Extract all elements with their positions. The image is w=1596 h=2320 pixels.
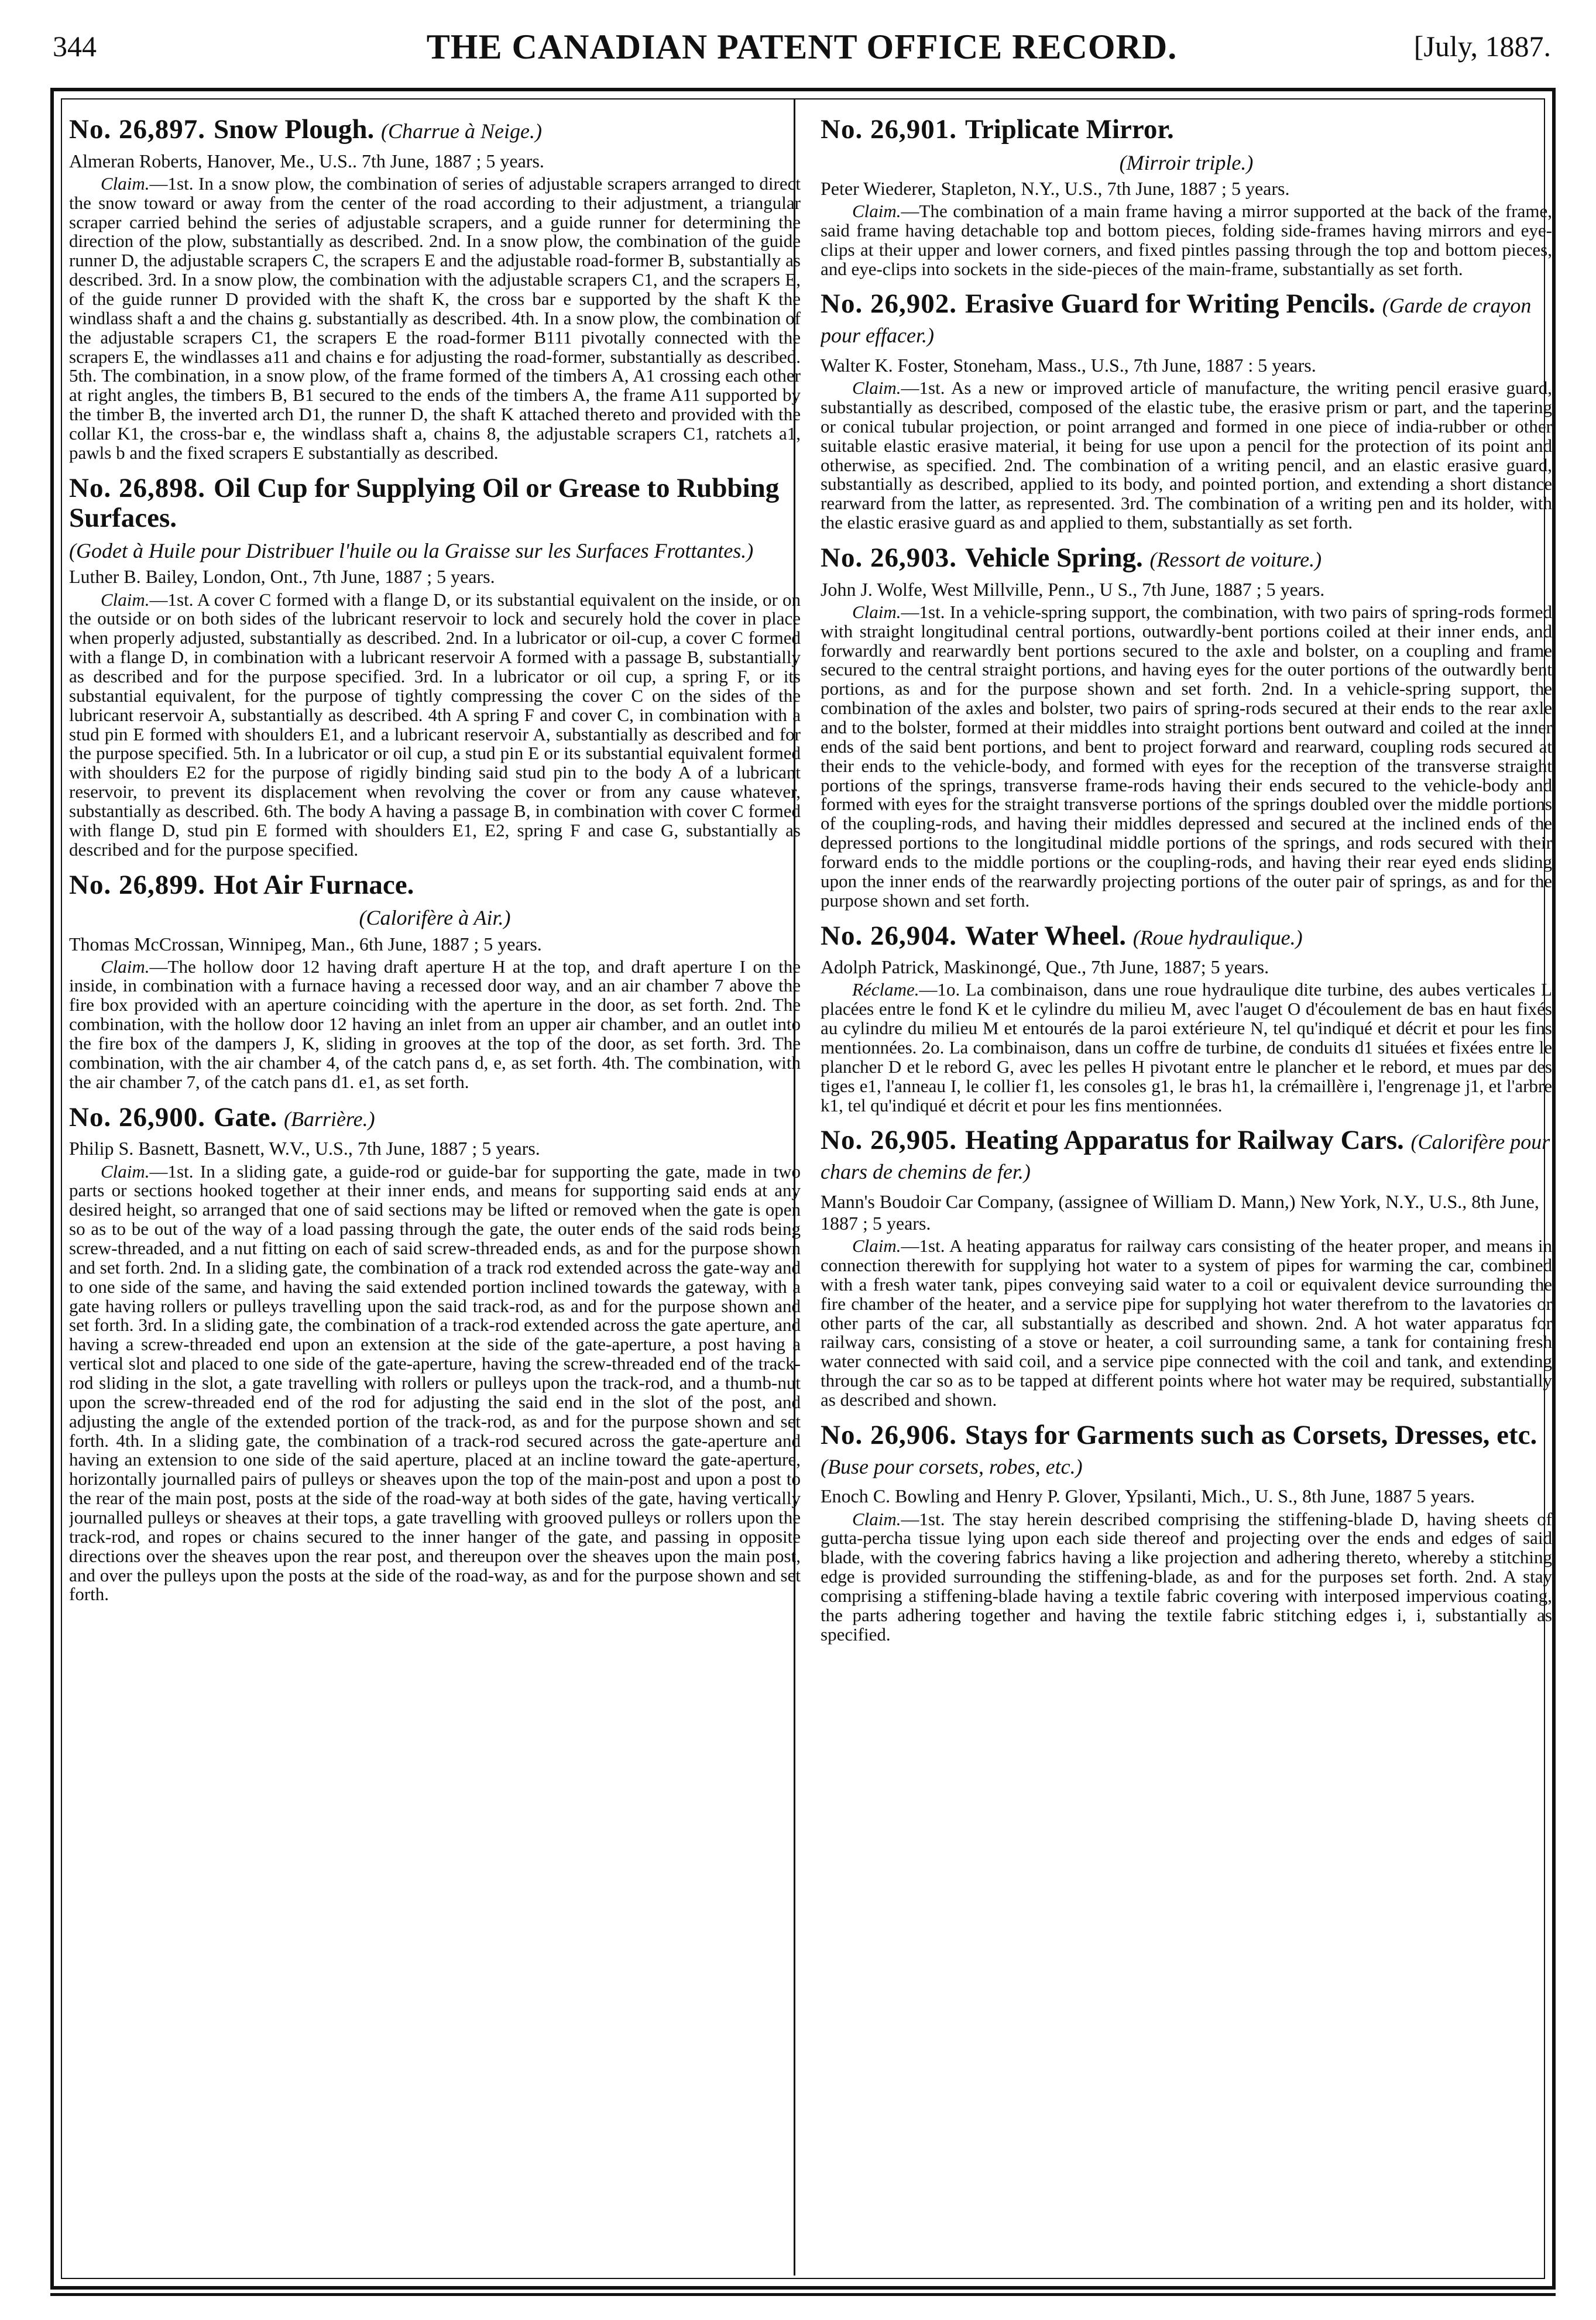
french-title: (Mirroir triple.) [1119, 150, 1254, 174]
claim-body: —1st. In a sliding gate, a guide-rod or guide-bar for supporting the gate, made in two parts or sections hooked together at their inner ends, and means for supporting said ends at any desired height, so arranged that one of said sections may be lifted or removed when the gate is open so as to be out of the way of a load passing through the gate, the outer ends of the said rods being screw-threaded, and a nut fitting on each of said screw-threaded ends, as and for the purpose shown and set forth. 2nd. In a sliding gate, the combination of a track rod extended across the gate-way and to one side of the same, and having the said extended portion inclined towards the gateway, with a gate having rollers or pulleys travelling upon the said track-rod, as and for the purpose shown and set forth. 3rd. In a sliding gate, the combination of a track-rod extended across the gate aperture, and having a screw-threaded end upon an extension at the side of the gate-aperture, a post having a vertical slot and placed to one side of the gate-aperture, having the screw-threaded end of the track-rod sliding in the slot, a gate travelling with rollers or pulleys upon the track-rod, and a thumb-nut upon the screw-threaded end of the rod for adjusting the said end in the slot of the post, and adjusting the angle of the extended portion of the track-rod, as and for the purpose shown and set forth. 4th. In a sliding gate, the combination of a track-rod secured across the gate-aperture and having an extension to one side of the said aperture, placed at an incline toward the gate-aperture, horizontally journalled pairs of pulleys or sheaves upon the top of the main-post and upon a post to the rear of the main post, posts at the side of the road-way at both sides of the gate, having vertically journalled pulleys or sheaves at their tops, a gate travelling with grooved pulleys or rollers upon the track-rod, and ropes or chains secured to the inner hanger of the gate, and passing in opposite directions over the sheaves upon the rear post, and thereupon over the sheaves upon the main post, and over the pulleys upon the posts at the side of the road-way, as and for the purpose shown and set forth. [69, 1161, 801, 1605]
issue-date: [July, 1887. [1413, 30, 1551, 63]
patent-number: No. 26,899. [69, 869, 205, 900]
patent-title: Hot Air Furnace. [213, 869, 414, 900]
french-title: (Godet à Huile pour Distribuer l'huile ou la Graisse sur les Surfaces Frottantes.) [69, 539, 754, 563]
applicant-line: Enoch C. Bowling and Henry P. Glover, Ypsilanti, Mich., U. S., 8th June, 1887 5 years. [821, 1485, 1475, 1507]
patent-entry-26900 [69, 1103, 801, 1605]
claim-text [821, 1237, 1552, 1410]
claim-body: —1st. A heating apparatus for railway cars consisting of the heater proper, and means in connection therewith for supplying hot water to a system of pipes for warming the car, combined with a fresh water tank, pipes conveying said water to a coil or equivalent device surrounding the fire chamber of the heater, and a service pipe for supplying hot water therefrom to the lavatories or other parts of the car, all substantially as described and shown. 2nd. A hot water apparatus for railway cars, consisting of a stove or heater, a coil surrounding same, a tank for containing fresh water connected with said coil, and a service pipe connected with the coil and tank, and extending through the car so as to be tapped at different points where hot water may be required, substantially as described and shown. [821, 1235, 1552, 1410]
page-number: 344 [53, 30, 97, 63]
applicant-line: Peter Wiederer, Stapleton, N.Y., U.S., 7th June, 1887 ; 5 years. [821, 177, 1290, 199]
claim-label: Claim. [852, 377, 901, 399]
entry-heading [821, 115, 1552, 145]
applicant-line: Luther B. Bailey, London, Ont., 7th June, 1887 ; 5 years. [69, 566, 495, 588]
french-title: (Charrue à Neige.) [380, 119, 542, 143]
claim-label: Claim. [852, 201, 901, 222]
patent-entry-26897 [69, 115, 801, 463]
applicant-line: Mann's Boudoir Car Company, (assignee of William D. Mann,) New York, N.Y., U.S., 8th June, 1887 ; 5 years. [821, 1190, 1539, 1234]
claim-label: Réclame. [852, 979, 919, 1000]
entry-heading [821, 543, 1552, 573]
entry-heading [69, 115, 801, 145]
claim-body: —1st. The stay herein described comprising the stiffening-blade D, having sheets of gutta-percha tissue lying upon each side thereof and projecting over the ends and edges of said blade, with the covering fabrics having a like projection and adhering thereto, whereby a stitching edge is provided surrounding the stiffening-blade, as and for the purposes set forth. 2nd. A stay comprising a stiffening-blade having a textile fabric covering with interposed impervious coating, the parts adhering together and having the textile fabric stitching edges i, i, substantially as specified. [821, 1508, 1552, 1645]
page-header [53, 23, 1551, 76]
patent-title: Vehicle Spring. [965, 542, 1143, 573]
claim-text [69, 174, 801, 463]
applicant-line: Adolph Patrick, Maskinongé, Que., 7th June, 1887; 5 years. [821, 956, 1269, 978]
applicant-line: Walter K. Foster, Stoneham, Mass., U.S., 7th June, 1887 : 5 years. [821, 354, 1316, 376]
patent-title: Stays for Garments such as Corsets, Dresses, etc. [965, 1419, 1537, 1450]
french-title: (Ressort de voiture.) [1149, 547, 1322, 571]
patent-title: Triplicate Mirror. [965, 115, 1174, 145]
patent-title: Oil Cup for Supplying Oil or Grease to Rubbing Surfaces. [69, 472, 780, 533]
patent-number: No. 26,901. [821, 115, 957, 145]
patent-entry-26906 [821, 1420, 1552, 1645]
claim-label: Claim. [101, 1161, 150, 1182]
entry-heading [69, 473, 801, 533]
applicant-line: Philip S. Basnett, Basnett, W.V., U.S., 7th June, 1887 ; 5 years. [69, 1138, 540, 1159]
left-column [69, 115, 801, 2257]
claim-body: —1st. A cover C formed with a flange D, or its substantial equivalent on the inside, or on the outside or on both sides of the lubricant reservoir to lock and securely hold the cover in place when properly adjusted, substantially as described. 2nd. In a lubricator or oil-cup, a cover C formed with a flange D, in combination with a lubricant reservoir A formed with a passage B, substantially as described and for the purpose specified. 3rd. In a lubricator or oil cup, a spring F, or its substantial equivalent, for the purpose of tightly compressing the cover C on the sides of the lubricant reservoir A, substantially as described. 4th A spring F and cover C, in combination with a stud pin E formed with shoulders E1, and a lubricant reservoir A, substantially as described and for the purpose specified. 5th. In a lubricator or oil cup, a stud pin E or its substantial equivalent formed with shoulders E2 for the purpose of rigidly binding said stud pin to the body A of a lubricant reservoir, to prevent its displacement when revolving the cover or from any cause whatever, substantially as described. 6th. The body A having a passage B, in combination with cover C formed with flange D, stud pin E formed with shoulders E1, E2, spring F and case G, substantially as described and for the purpose specified. [69, 589, 801, 860]
patent-entry-26902 [821, 289, 1552, 532]
patent-number: No. 26,902. [821, 289, 957, 320]
patent-entry-26898 [69, 473, 801, 860]
patent-title: Water Wheel. [965, 920, 1126, 951]
claim-text [69, 591, 801, 860]
patent-entry-26905 [821, 1125, 1552, 1409]
publication-title: THE CANADIAN PATENT OFFICE RECORD. [426, 28, 1178, 66]
entry-heading [69, 1103, 801, 1132]
claim-label: Claim. [101, 956, 150, 977]
patent-entry-26904 [821, 921, 1552, 1116]
french-title: (Buse pour corsets, robes, etc.) [821, 1454, 1083, 1478]
claim-text [821, 603, 1552, 911]
patent-entry-26901 [821, 115, 1552, 279]
entry-heading [821, 921, 1552, 951]
french-title: (Barrière.) [284, 1107, 375, 1131]
claim-text [69, 957, 801, 1092]
patent-number: No. 26,906. [821, 1419, 957, 1450]
claim-text [821, 202, 1552, 279]
claim-body: —The hollow door 12 having draft aperture H at the top, and draft aperture I on the inside, in combination with a furnace having a recessed door way, and an air chamber 7 above the fire box provided with an aperture coinciding with the aperture in the door, as set forth. 2nd. The combination, with the hollow door 12 having an inlet from an upper air chamber, and an outlet into the fire box of the dampers J, K, sliding in grooves at the top of the door, as set forth. 3rd. The combination, with the air chamber 4, of the catch pans d, e, as set forth. 4th. The combination, with the air chamber 7, of the catch pans d1. e1, as set forth. [69, 956, 801, 1092]
claim-label: Claim. [852, 601, 901, 622]
entry-heading [821, 289, 1552, 349]
french-title: (Calorifère à Air.) [359, 906, 511, 930]
patent-entry-26899 [69, 870, 801, 1092]
patent-number: No. 26,898. [69, 472, 205, 503]
claim-body: —1st. In a snow plow, the combination of series of adjustable scrapers arranged to direct the snow toward or away from the center of the road according to their adjustment, a triangular scraper carried behind the series of adjustable scrapers, and a guide runner for determining the direction of the plow, substantially as described. 2nd. In a snow plow, the combination of the guide runner D, the adjustable scrapers C, the scrapers E and the adjustable road-former B, substantially as described. 3rd. In a snow plow, the combination with the adjustable scrapers C1, and the scrapers E, of the guide runner D provided with the shaft K, the cross bar e supported by the shaft K the windlass shaft a and the chains g. substantially as described. 4th. In a snow plow, the combination of the adjustable scrapers C1, the scrapers E the road-former B111 pivotally connected with the scrapers E, the windlasses a11 and chains e for adjusting the road-former, substantially as described. 5th. The combination, in a snow plow, of the frame formed of the timbers A, A1 crossing each other at right angles, the timbers B, B1 secured to the ends of the timbers A, the frame A11 supported by the timber B, the inverted arch D1, the runner D, the shaft K attached thereto and provided with the collar K1, the cross-bar e, the windlass shaft a, chains 8, the adjustable scrapers C1, ratchets a1, pawls b and the fixed scrapers E substantially as described. [69, 173, 801, 463]
patent-title: Heating Apparatus for Railway Cars. [965, 1125, 1404, 1156]
claim-text [69, 1162, 801, 1605]
claim-body: —1st. As a new or improved article of manufacture, the writing pencil erasive guard, substantially as described, composed of the elastic tube, the erasive prism or part, and the tapering or conical tubular projection, or point arranged and formed in one piece of india-rubber or other suitable elastic erasive material, it being for use upon a pencil for the protection of its point and otherwise, as specified. 2nd. The combination of a writing pencil, and an elastic erasive guard, substantially as described, applied to its body, and pointed portion, and extending a short distance rearward from the latter, as represented. 3rd. The combination of a writing pen and its holder, with the elastic erasive guard as and applied to them, substantially as set forth. [821, 377, 1552, 533]
claim-body: —The combination of a main frame having a mirror supported at the back of the frame, said frame having detachable top and bottom pieces, folding side-frames having mirrors and eye-clips at their upper and lower corners, and fixed pintles passing through the top and bottom pieces, and eye-clips into sockets in the side-pieces of the main-frame, substantially as set forth. [821, 201, 1552, 279]
entry-heading [69, 870, 801, 900]
claim-text [821, 980, 1552, 1115]
patent-entry-26903 [821, 543, 1552, 911]
patent-number: No. 26,905. [821, 1125, 957, 1156]
claim-label: Claim. [101, 589, 150, 610]
patent-title: Snow Plough. [213, 115, 375, 145]
bottom-rule [50, 2293, 1556, 2296]
patent-title: Gate. [213, 1101, 277, 1132]
patent-number: No. 26,897. [69, 115, 205, 145]
claim-text [821, 1510, 1552, 1645]
patent-title: Erasive Guard for Writing Pencils. [965, 289, 1376, 320]
claim-label: Claim. [101, 173, 150, 194]
patent-number: No. 26,900. [69, 1101, 205, 1132]
applicant-line: John J. Wolfe, West Millville, Penn., U S., 7th June, 1887 ; 5 years. [821, 578, 1325, 600]
applicant-line: Thomas McCrossan, Winnipeg, Man., 6th June, 1887 ; 5 years. [69, 933, 542, 955]
patent-number: No. 26,903. [821, 542, 957, 573]
claim-label: Claim. [852, 1508, 901, 1529]
claim-label: Claim. [852, 1235, 901, 1257]
claim-body: —1st. In a vehicle-spring support, the combination, with two pairs of spring-rods formed with straight longitudinal central portions, outwardly-bent portions coiled at their inner ends, and forwardly and rearwardly bent portions secured to the axle and bolster, on a coupling and frame secured to the central straight portions, and having eyes for the outer portions of the outwardly bent portions, as and for the purpose shown and set forth. 2nd. In a vehicle-spring support, the combination of the axles and bolster, two pairs of spring-rods secured at their ends to the rear axle and to the bolster, formed at their middles into straight portions bent outward and coiled at the inner ends of the said bent portions, and bent to project forward and rearward, coupling rods secured at their ends to the vehicle-body, and formed with eyes for the reception of the transverse straight portions of the springs, transverse frame-rods having their ends secured to the vehicle-body and formed with eyes for the straight transverse portions of the springs doubled over the middle portions of the coupling-rods, and having their middles depressed and secured at the inclined ends of the depressed portions to the longitudinal middle portions of the springs, and rods secured with their forward ends to the middle portions or the coupling-rods, and having their rear eyed ends sliding upon the inner ends of the rearwardly projecting portions of the outer pair of springs, as and for the purpose shown and set forth. [821, 601, 1552, 911]
french-title: (Garde de crayon pour effacer.) [821, 294, 1532, 348]
applicant-line: Almeran Roberts, Hanover, Me., U.S.. 7th June, 1887 ; 5 years. [69, 150, 544, 171]
entry-heading [821, 1420, 1552, 1480]
claim-text [821, 379, 1552, 533]
entry-heading [821, 1125, 1552, 1185]
right-column [821, 115, 1552, 2257]
claim-body: —1o. La combinaison, dans une roue hydraulique dite turbine, des aubes verticales L placées entre le fond K et le cylindre du milieu M, avec l'auget O d'écoulement de bas en haut fixés au cylindre du milieu M et entourés de la paroi extérieure N, tel qu'indiqué et décrit et pour les fins mentionnées. 2o. La combinaison, dans un coffre de turbine, de conduits d1 situées et fixées entre le plancher D et le rebord G, avec les pelles H pivotant entre le plancher et le rebord, et mues par des tiges e1, l'anneau I, le collier f1, les consoles g1, le bras h1, la crémaillère i, l'engrenage j1, et l'arbre k1, tel qu'indiqué et décrit et pour les fins mentionnées. [821, 979, 1552, 1116]
french-title: (Calorifère pour chars de chemins de fer.) [821, 1130, 1550, 1184]
patent-number: No. 26,904. [821, 920, 957, 951]
french-title: (Roue hydraulique.) [1132, 925, 1303, 949]
